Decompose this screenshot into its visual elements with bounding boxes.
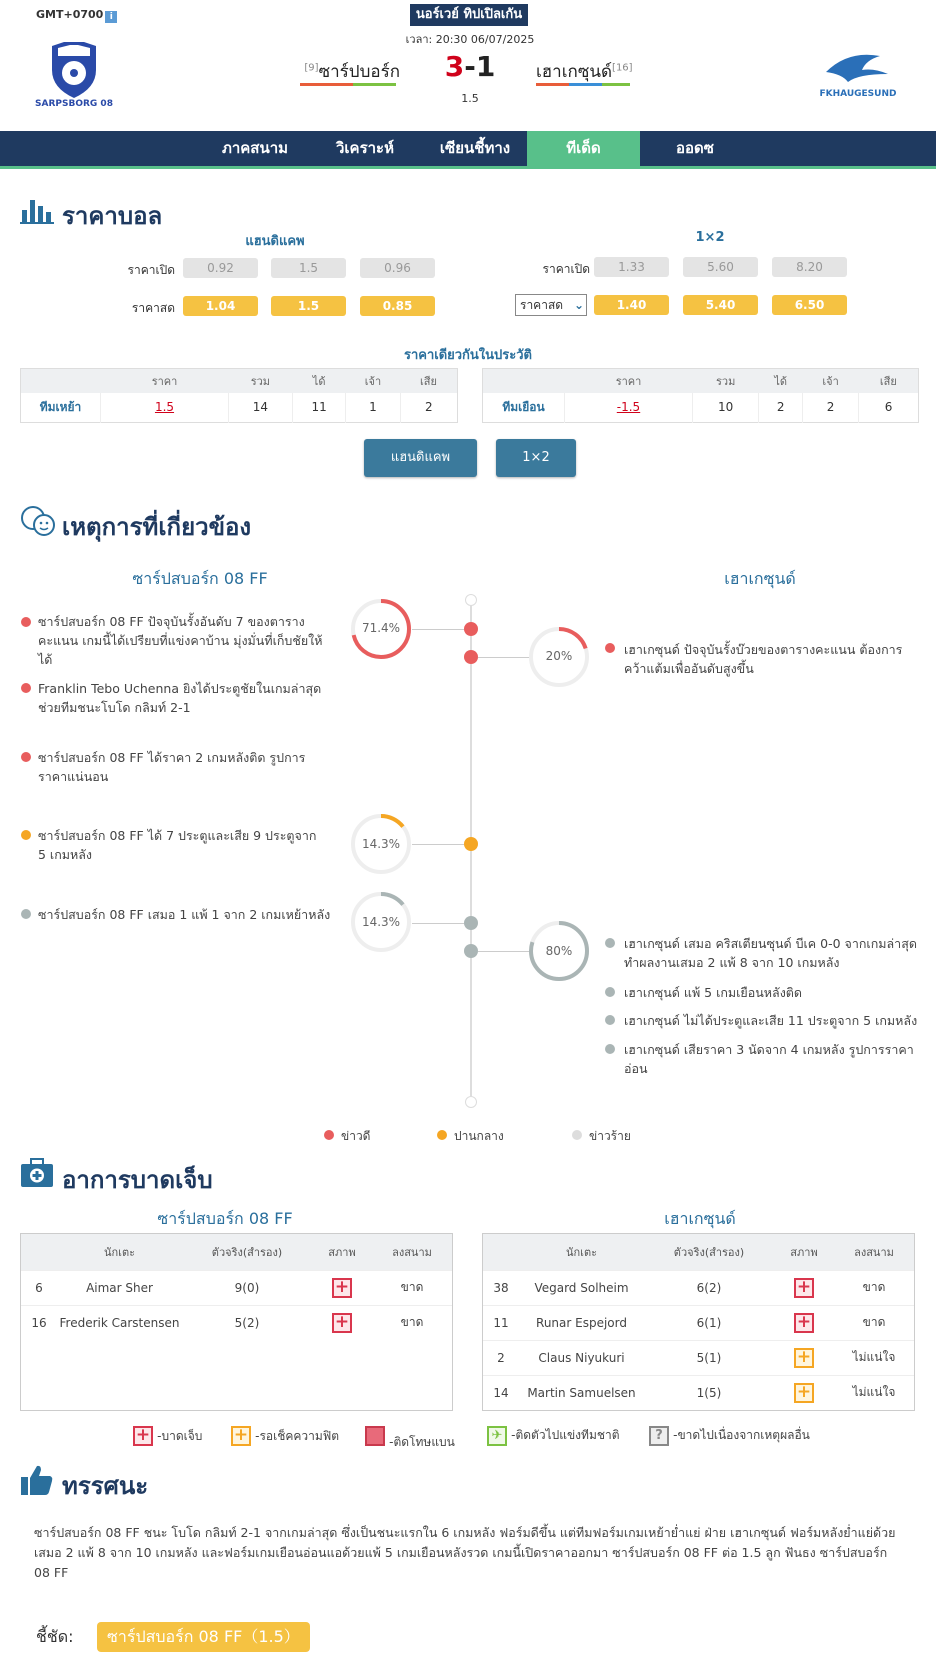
timeline-dot-home-bad (464, 916, 478, 930)
table-row: ทีมเหย้า 1.5 14 11 1 2 (21, 393, 458, 423)
legend-other: ? -ขาดไปเนื่องจากเหตุผลอื่น (649, 1426, 810, 1446)
player-name[interactable]: Claus Niyukuri (519, 1340, 644, 1375)
handicap-open-away: 0.96 (360, 258, 435, 278)
pct-home-bad: 14.3% (361, 915, 401, 929)
bad-news-dot (605, 938, 615, 948)
odds-type-select[interactable]: ราคาสด ⌄ (515, 294, 587, 316)
legend-suspended: -ติดโทษแบน (365, 1426, 455, 1452)
event-item: เฮาเกซุนด์ ไม่ได้ประตูและเสีย 11 ประตูจาก 5 เกมหลัง (624, 1013, 918, 1028)
match-handicap: 1.5 (461, 92, 479, 105)
bad-news-dot (605, 1015, 615, 1025)
event-item: ซาร์ปสบอร์ก 08 FF ได้ราคา 2 เกมหลังติด รูปการราคาแน่นอน (38, 750, 306, 784)
connector (478, 657, 530, 658)
history-away-price[interactable]: -1.5 (565, 393, 693, 423)
bad-news-dot (605, 987, 615, 997)
doubtful-icon: + (794, 1383, 814, 1403)
timezone-label: GMT+0700 i (36, 8, 117, 23)
handicap-title: แฮนดิแคพ (245, 234, 305, 249)
bad-news-dot (605, 1044, 615, 1054)
tab-experts[interactable]: เซียนชี้ทาง (439, 139, 511, 157)
table-row: 2 Claus Niyukuri 5(1) + ไม่แน่ใจ (483, 1340, 914, 1375)
away-form-bar (536, 83, 630, 86)
player-name[interactable]: Aimar Sher (57, 1270, 182, 1305)
history-away-table: ราคา รวม ได้ เจ้า เสีย ทีมเยือน -1.5 10 2 2 6 (482, 368, 919, 423)
injury-section-title: อาการบาดเจ็บ (62, 1166, 213, 1194)
legend-neutral-dot (437, 1130, 447, 1140)
injury-home-title: ซาร์ปสบอร์ก 08 FF (157, 1209, 293, 1228)
history-home-table: ราคา รวม ได้ เจ้า เสีย ทีมเหย้า 1.5 14 11 1 2 (20, 368, 458, 423)
history-title: ราคาเดียวกันในประวัติ (403, 348, 533, 363)
connector (478, 951, 530, 952)
connector (412, 629, 464, 630)
chat-faces-icon (20, 505, 56, 541)
injured-icon: + (794, 1313, 814, 1333)
good-news-dot (21, 617, 31, 627)
timeline-start (465, 594, 477, 606)
event-item: ซาร์ปสบอร์ก 08 FF ได้ 7 ประตูและเสีย 9 ประตูจาก 5 เกมหลัง (38, 828, 317, 862)
pct-away-bad: 80% (545, 944, 573, 958)
player-name[interactable]: Runar Espejord (519, 1305, 644, 1340)
onextwo-open-draw: 5.60 (683, 257, 758, 277)
injured-icon: + (794, 1278, 814, 1298)
legend-national-team: ✈ -ติดตัวไปแข่งทีมชาติ (487, 1426, 620, 1446)
connector (412, 923, 464, 924)
injury-home-table: นักเตะ ตัวจริง(สำรอง) สภาพ ลงสนาม 6 Aimar Sher 9(0) + ขาด 16 Frederik Carstensen 5(2) + ขาด (21, 1234, 452, 1340)
pct-away-good: 20% (545, 649, 573, 663)
onextwo-live-home: 1.40 (594, 295, 669, 315)
connector (412, 844, 464, 845)
onextwo-open-home: 1.33 (594, 257, 669, 277)
table-row: 6 Aimar Sher 9(0) + ขาด (21, 1270, 452, 1305)
events-section-title: เหตุการที่เกี่ยวข้อง (62, 513, 252, 541)
good-news-dot (21, 752, 31, 762)
injury-away-title: เฮาเกซุนด์ (664, 1209, 736, 1228)
info-icon[interactable]: i (105, 11, 117, 23)
bar-chart-icon (20, 196, 54, 228)
timeline-dot-home-good (464, 622, 478, 636)
event-item: เฮาเกซุนด์ เสียราคา 3 นัดจาก 4 เกมหลัง รูปการราคาอ่อน (624, 1042, 914, 1076)
timeline-end (465, 1096, 477, 1108)
timeline-dot-away-good (464, 650, 478, 664)
pct-home-neutral: 14.3% (361, 837, 401, 851)
legend-neutral: ปานกลาง (454, 1129, 504, 1143)
medical-kit-icon (20, 1158, 54, 1192)
player-name[interactable]: Martin Samuelsen (519, 1375, 644, 1410)
bad-news-dot (21, 909, 31, 919)
legend-doubtful: + -รอเช็คความฟิต (231, 1426, 339, 1446)
history-home-label: ทีมเหย้า (39, 399, 82, 414)
tab-odds[interactable]: ออดซ (676, 139, 714, 157)
handicap-open-label: ราคาเปิด (127, 263, 175, 277)
home-team-logo[interactable] (34, 40, 114, 108)
event-item: ซาร์ปสบอร์ก 08 FF เสมอ 1 แพ้ 1 จาก 2 เกมเหย้าหลัง (38, 907, 331, 922)
view-text: ซาร์ปสบอร์ก 08 FF ชนะ โบโด กลิมท์ 2-1 จากเกมล่าสุด ซึ่งเป็นชนะแรกใน 6 เกมหลัง ฟอร์มดีขึ้น แต่ทีมฟอร์มเกมเหย้าย่ำแย่ ฝ่าย เฮาเกซุนด์ ฟอร์มหลังย่ำแย่ด้วยเสมอ 2 แพ้ 8 จาก 10 เกมหลัง และฟอร์มเกมเยือนอ่อนแอด้วยแพ้ 5 เกมเยือนหลังรวด เกมนี้เปิดราคาออกมา ซาร์ปสบอร์ก 08 FF ต่อ 1.5 ลูก ฟันธง ซาร์ปสบอร์ก 08 FF (34, 1525, 896, 1580)
handicap-live-line: 1.5 (271, 296, 346, 316)
timeline-line (470, 600, 472, 1105)
timeline-dot-home-neutral (464, 837, 478, 851)
history-home-price[interactable]: 1.5 (101, 393, 229, 423)
away-team-name[interactable]: เฮาเกซุนด์[16] (536, 62, 633, 82)
tab-tips[interactable]: ทีเด็ด (527, 131, 640, 166)
home-logo-text: SARPSBORG 08 (35, 99, 113, 108)
handicap-live-home: 1.04 (183, 296, 258, 316)
player-name[interactable]: Vegard Solheim (519, 1270, 644, 1305)
suspended-icon (365, 1426, 385, 1446)
event-item: Franklin Tebo Uchenna ยิงได้ประตูชัยในเกมล่าสุดช่วยทีมชนะโบโด กลิมท์ 2-1 (38, 681, 322, 715)
table-row: ทีมเยือน -1.5 10 2 2 6 (483, 393, 919, 423)
onextwo-open-away: 8.20 (772, 257, 847, 277)
odds-section-title: ราคาบอล (62, 202, 163, 230)
onextwo-live-away: 6.50 (772, 295, 847, 315)
event-item: ซาร์ปสบอร์ก 08 FF ปัจจุบันรั้งอันดับ 7 ของตารางคะแนน เกมนี้ได้เปรียบที่แข่งคาบ้าน มุ่งมั่นที่เก็บชัยให้ได้ (38, 614, 323, 667)
events-away-title: เฮาเกซุนด์ (724, 569, 796, 588)
good-news-dot (21, 683, 31, 693)
neutral-news-dot (21, 830, 31, 840)
events-home-title: ซาร์ปสบอร์ก 08 FF (132, 569, 268, 588)
onextwo-button[interactable]: 1×2 (496, 439, 576, 477)
table-row: 11 Runar Espejord 6(1) + ขาด (483, 1305, 914, 1340)
handicap-open-line: 1.5 (271, 258, 346, 278)
onextwo-live-draw: 5.40 (683, 295, 758, 315)
injured-icon: + (332, 1313, 352, 1333)
tab-field[interactable]: ภาคสนาม (221, 139, 289, 157)
handicap-button[interactable]: แฮนดิแคพ (364, 439, 477, 477)
injured-icon: + (133, 1426, 153, 1446)
match-score: 3-1 (444, 50, 496, 83)
event-item: เฮาเกซุนด์ แพ้ 5 เกมเยือนหลังติด (624, 985, 803, 1000)
away-team-logo[interactable] (818, 50, 898, 100)
onextwo-title: 1×2 (695, 230, 725, 245)
table-row: 38 Vegard Solheim 6(2) + ขาด (483, 1270, 914, 1305)
home-team-name[interactable]: [9]ซาร์ปบอร์ก (304, 62, 400, 82)
view-section-title: ทรรศนะ (62, 1472, 149, 1500)
good-news-dot (605, 643, 615, 653)
legend-bad-dot (572, 1130, 582, 1140)
injury-away-table: นักเตะ ตัวจริง(สำรอง) สภาพ ลงสนาม 38 Vegard Solheim 6(2) + ขาด 11 Runar Espejord 6(1) + ขาด 2 Claus Niyukuri 5(1) + ไม่แน่ใจ 14 Martin Samuelsen 1(5) + ไม่แน่ใจ (483, 1234, 914, 1410)
tab-analysis[interactable]: วิเคราะห์ (335, 139, 394, 157)
pick-badge: ซาร์ปสบอร์ก 08 FF（1.5） (97, 1622, 310, 1652)
legend-bad: ข่าวร้าย (589, 1129, 631, 1143)
kickoff-time: เวลา: 20:30 06/07/2025 (405, 33, 535, 46)
injured-icon: + (332, 1278, 352, 1298)
away-logo-text: FKHAUGESUND (819, 89, 897, 99)
table-row: 16 Frederik Carstensen 5(2) + ขาด (21, 1305, 452, 1340)
doubtful-icon: + (794, 1348, 814, 1368)
airplane-icon: ✈ (487, 1426, 507, 1446)
onextwo-open-label: ราคาเปิด (542, 262, 590, 276)
handicap-open-home: 0.92 (183, 258, 258, 278)
league-badge[interactable]: นอร์เวย์ ทิปเปิลเกัน (410, 4, 528, 26)
injury-home-panel (20, 1233, 453, 1411)
history-away-label: ทีมเยือน (502, 399, 545, 414)
timeline-dot-away-bad (464, 944, 478, 958)
event-item: เฮาเกซุนด์ เสมอ คริสเตียนซุนด์ บีเค 0-0 จากเกมล่าสุด ทำผลงานเสมอ 2 แพ้ 8 จาก 10 เกมหลัง (624, 936, 917, 970)
injury-away-panel (482, 1233, 915, 1411)
legend-good: ข่าวดี (341, 1129, 371, 1143)
handicap-live-away: 0.85 (360, 296, 435, 316)
question-icon: ? (649, 1426, 669, 1446)
doubtful-icon: + (231, 1426, 251, 1446)
legend-injured: + -บาดเจ็บ (133, 1426, 202, 1446)
main-nav (0, 131, 936, 169)
legend-good-dot (324, 1130, 334, 1140)
event-item: เฮาเกซุนด์ ปัจจุบันรั้งบ๊วยของตารางคะแนน ต้องการคว้าแต้มเพื่ออันดับสูงขึ้น (624, 642, 903, 676)
player-name[interactable]: Frederik Carstensen (57, 1305, 182, 1340)
pick-label: ชี้ชัด: (36, 1627, 74, 1646)
thumbs-up-icon (20, 1464, 54, 1500)
handicap-live-label: ราคาสด (131, 301, 175, 315)
chevron-down-icon: ⌄ (573, 298, 584, 312)
home-form-bar (300, 83, 396, 86)
pct-home-good: 71.4% (361, 621, 401, 635)
table-row: 14 Martin Samuelsen 1(5) + ไม่แน่ใจ (483, 1375, 914, 1410)
